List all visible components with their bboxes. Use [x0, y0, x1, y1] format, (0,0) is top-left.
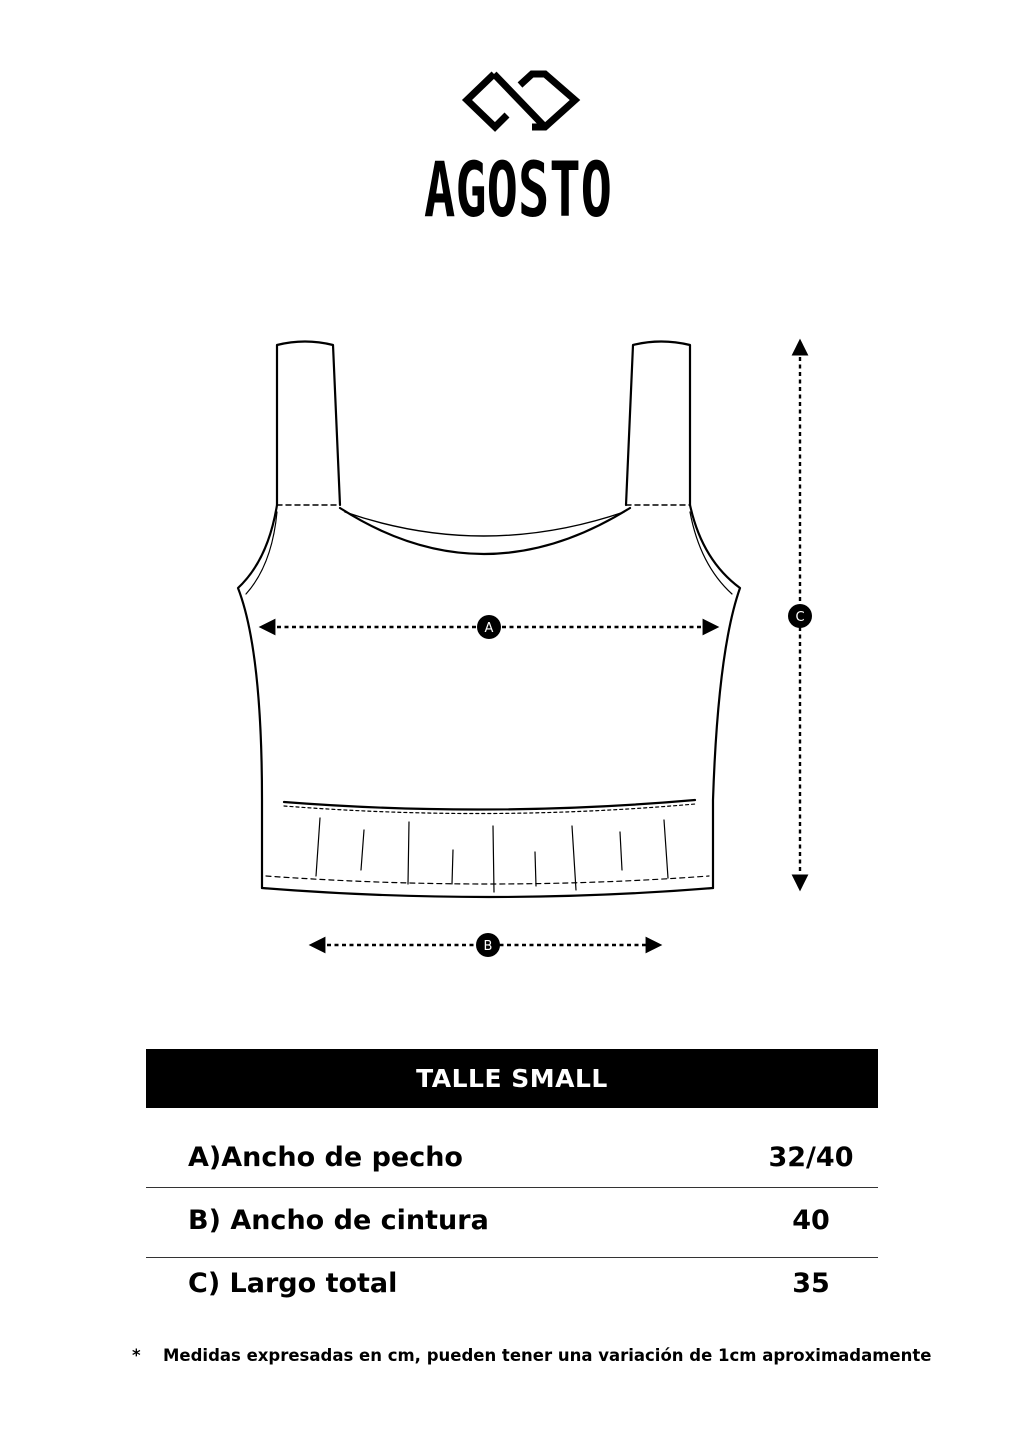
row-value: 32/40: [768, 1142, 854, 1173]
footnote: [132, 1346, 932, 1365]
table-row: [146, 1252, 878, 1315]
brand-name: AGOSTO: [424, 145, 612, 234]
measure-line-c: [788, 342, 812, 888]
footnote-text: Medidas expresadas en cm, pueden tener una variación de 1cm aproximadamente: [163, 1346, 932, 1365]
row-label: B) Ancho de cintura: [188, 1205, 489, 1236]
hem: [262, 888, 713, 897]
row-divider: [146, 1187, 878, 1188]
size-table-title: [146, 1049, 878, 1108]
left-side: [238, 505, 277, 888]
marker-b-label: B: [483, 939, 493, 954]
row-value: 35: [792, 1268, 830, 1299]
left-strap: [277, 342, 340, 506]
row-value: 40: [792, 1205, 830, 1236]
measure-line-b: [312, 933, 659, 957]
size-table-title-text: TALLE SMALL: [416, 1064, 608, 1093]
brand-logo: [0, 0, 1024, 240]
row-label: A)Ancho de pecho: [188, 1142, 463, 1173]
row-label: C) Largo total: [188, 1268, 398, 1299]
marker-c-label: C: [795, 610, 805, 625]
infinity-diamond-icon: [467, 74, 575, 127]
footnote-marker: *: [132, 1346, 141, 1365]
table-row: [146, 1126, 878, 1189]
neckline: [340, 508, 630, 554]
garment-diagram: [0, 320, 1024, 980]
measure-line-a: [262, 615, 716, 639]
marker-a-label: A: [484, 621, 494, 636]
right-strap: [626, 342, 690, 506]
right-side: [690, 505, 740, 888]
table-row: [146, 1189, 878, 1252]
